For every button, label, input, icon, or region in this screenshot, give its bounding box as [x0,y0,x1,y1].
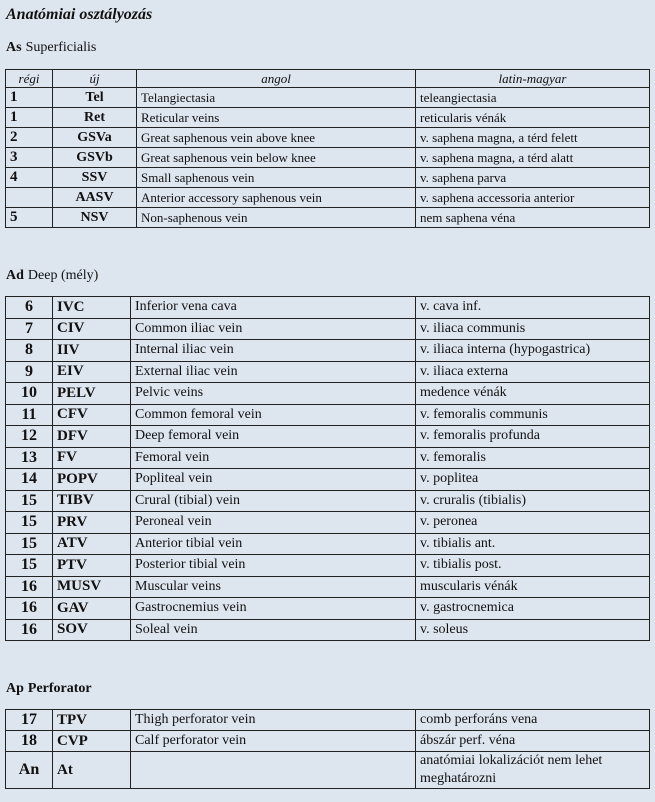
latin-hungarian-name-cell: v. gastrocnemica [416,598,650,620]
latin-hungarian-name-cell: v. iliaca communis [416,318,650,340]
english-name-cell: Anterior tibial vein [131,533,416,555]
table-row [6,383,650,405]
old-code-cell: 12 [6,426,53,448]
english-name-cell: Femoral vein [131,447,416,469]
english-name-cell: Peroneal vein [131,512,416,534]
latin-hungarian-name-cell: v. femoralis communis [416,404,650,426]
old-code-cell: 5 [6,208,53,228]
english-name-cell: Pelvic veins [131,383,416,405]
table-row [6,128,650,148]
latin-hungarian-name-cell: medence vénák [416,383,650,405]
table-row [6,426,650,448]
table-header-row [6,70,650,88]
old-code-cell: 3 [6,148,53,168]
new-code-cell: IIV [53,340,131,362]
table-row [6,148,650,168]
english-name-cell: Popliteal vein [131,469,416,491]
new-code-cell: PTV [53,555,131,577]
latin-hungarian-name-cell: v. soleus [416,619,650,641]
latin-hungarian-name-cell: reticularis vénák [416,108,650,128]
english-name-cell: External iliac vein [131,361,416,383]
old-code-cell: 11 [6,404,53,426]
superficial-table [5,69,650,228]
latin-hungarian-name-cell: v. iliaca interna (hypogastrica) [416,340,650,362]
old-code-cell: 16 [6,576,53,598]
english-name-cell: Non-saphenous vein [137,208,416,228]
old-code-cell: 15 [6,555,53,577]
table-row [6,404,650,426]
latin-hungarian-name-cell: v. poplitea [416,469,650,491]
old-code-cell: 15 [6,533,53,555]
latin-hungarian-name-cell: nem saphena véna [416,208,650,228]
latin-hungarian-name-cell: v. saphena magna, a térd alatt [416,148,650,168]
english-name-cell: Muscular veins [131,576,416,598]
old-code-cell: An [6,752,53,789]
table-row [6,447,650,469]
section-name: Deep (mély) [27,268,99,283]
new-code-cell: CVP [53,731,131,752]
old-code-cell: 17 [6,710,53,731]
english-name-cell: Reticular veins [137,108,416,128]
table-row [6,731,650,752]
section-code: Ad [6,268,24,283]
english-name-cell: Telangiectasia [137,88,416,108]
latin-hungarian-name-cell: anatómiai lokalizációt nem lehet meghatározni [416,752,650,789]
column-header-english: angol [137,70,416,88]
table-row [6,108,650,128]
new-code-cell: NSV [53,208,137,228]
column-header-latin-hungarian: latin-magyar [416,70,650,88]
latin-hungarian-name-cell: v. femoralis [416,447,650,469]
table-row [6,469,650,491]
latin-hungarian-name-cell: v. femoralis profunda [416,426,650,448]
latin-hungarian-name-cell: v. cruralis (tibialis) [416,490,650,512]
new-code-cell: PRV [53,512,131,534]
english-name-cell: Common iliac vein [131,318,416,340]
new-code-cell: GSVa [53,128,137,148]
english-name-cell: Common femoral vein [131,404,416,426]
english-name-cell: Great saphenous vein above knee [137,128,416,148]
section-name: Perforator [27,681,92,696]
old-code-cell: 10 [6,383,53,405]
latin-hungarian-name-cell: teleangiectasia [416,88,650,108]
column-header-new: új [53,70,137,88]
latin-hungarian-name-cell: v. iliaca externa [416,361,650,383]
section-code: As [6,40,22,55]
english-name-cell: Inferior vena cava [131,297,416,319]
english-name-cell: Anterior accessory saphenous vein [137,188,416,208]
english-name-cell: Internal iliac vein [131,340,416,362]
column-header-old: régi [6,70,53,88]
latin-hungarian-name-cell: v. saphena accessoria anterior [416,188,650,208]
new-code-cell: GSVb [53,148,137,168]
new-code-cell: ATV [53,533,131,555]
old-code-cell: 18 [6,731,53,752]
new-code-cell: SSV [53,168,137,188]
table-row [6,598,650,620]
new-code-cell: Tel [53,88,137,108]
latin-hungarian-name-cell: muscularis vénák [416,576,650,598]
new-code-cell: At [53,752,131,789]
deep-table [5,296,650,641]
latin-hungarian-name-cell: comb perforáns vena [416,710,650,731]
section-deep-heading [6,268,98,284]
latin-hungarian-name-cell: v. cava inf. [416,297,650,319]
new-code-cell: IVC [53,297,131,319]
new-code-cell: AASV [53,188,137,208]
english-name-cell: Thigh perforator vein [131,710,416,731]
old-code-cell: 4 [6,168,53,188]
section-superficial-heading [6,40,96,56]
table-row [6,340,650,362]
english-name-cell: Posterior tibial vein [131,555,416,577]
old-code-cell [6,188,53,208]
new-code-cell: TIBV [53,490,131,512]
table-row [6,512,650,534]
new-code-cell: CFV [53,404,131,426]
old-code-cell: 8 [6,340,53,362]
new-code-cell: CIV [53,318,131,340]
new-code-cell: Ret [53,108,137,128]
table-row [6,168,650,188]
latin-hungarian-name-cell: v. tibialis post. [416,555,650,577]
new-code-cell: SOV [53,619,131,641]
old-code-cell: 16 [6,619,53,641]
new-code-cell: GAV [53,598,131,620]
old-code-cell: 1 [6,88,53,108]
table-row [6,297,650,319]
old-code-cell: 1 [6,108,53,128]
old-code-cell: 6 [6,297,53,319]
page-title: Anatómiai osztályozás [6,6,153,23]
latin-hungarian-name-cell: ábszár perf. véna [416,731,650,752]
english-name-cell: Small saphenous vein [137,168,416,188]
english-name-cell: Calf perforator vein [131,731,416,752]
new-code-cell: FV [53,447,131,469]
section-name: Superficialis [25,40,97,55]
old-code-cell: 2 [6,128,53,148]
latin-hungarian-name-cell: v. saphena magna, a térd felett [416,128,650,148]
section-code: Ap [6,681,24,696]
section-perforator-heading [6,681,96,697]
old-code-cell: 15 [6,512,53,534]
table-row [6,318,650,340]
table-row [6,188,650,208]
new-code-cell: MUSV [53,576,131,598]
new-code-cell: DFV [53,426,131,448]
english-name-cell [131,752,416,789]
table-row [6,619,650,641]
table-row [6,490,650,512]
english-name-cell: Gastrocnemius vein [131,598,416,620]
table-row [6,361,650,383]
english-name-cell: Soleal vein [131,619,416,641]
latin-hungarian-name-cell: v. saphena parva [416,168,650,188]
english-name-cell: Deep femoral vein [131,426,416,448]
perforator-table [5,709,650,789]
new-code-cell: POPV [53,469,131,491]
latin-hungarian-name-cell: v. tibialis ant. [416,533,650,555]
old-code-cell: 14 [6,469,53,491]
table-row [6,88,650,108]
new-code-cell: PELV [53,383,131,405]
table-row [6,533,650,555]
table-row [6,576,650,598]
old-code-cell: 7 [6,318,53,340]
new-code-cell: EIV [53,361,131,383]
old-code-cell: 9 [6,361,53,383]
new-code-cell: TPV [53,710,131,731]
latin-hungarian-name-cell: v. peronea [416,512,650,534]
table-row [6,555,650,577]
old-code-cell: 15 [6,490,53,512]
english-name-cell: Great saphenous vein below knee [137,148,416,168]
old-code-cell: 16 [6,598,53,620]
english-name-cell: Crural (tibial) vein [131,490,416,512]
table-row [6,752,650,789]
table-row [6,208,650,228]
old-code-cell: 13 [6,447,53,469]
table-row [6,710,650,731]
